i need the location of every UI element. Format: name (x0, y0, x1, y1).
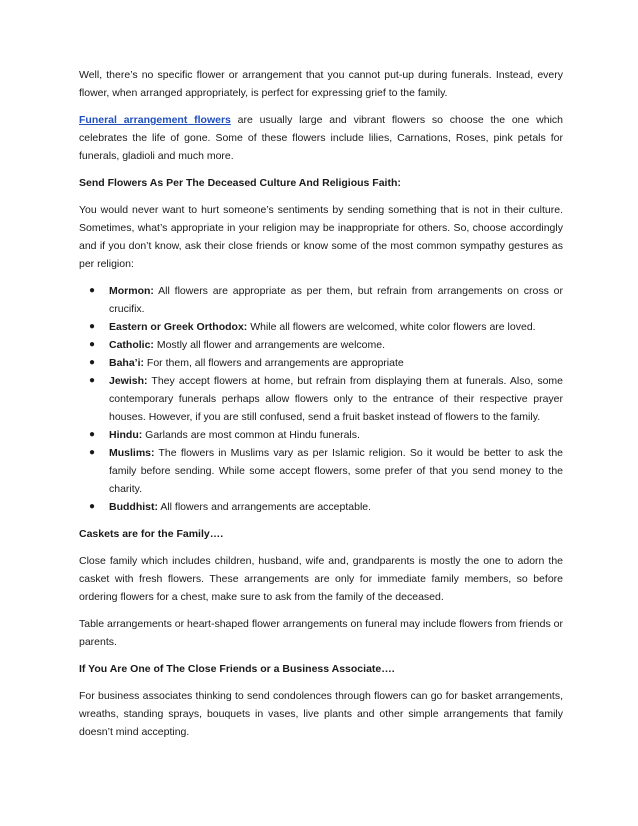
list-item (79, 336, 563, 354)
list-item-term: Mormon: (109, 285, 154, 297)
intro-paragraph: Well, there’s no specific flower or arrangement that you cannot put-up during funerals. Instead, every flower, when arranged appropriately, is perfect for expressing grief to the family. (79, 69, 563, 99)
bullet-icon: ● (89, 447, 96, 458)
caskets-paragraph: Close family which includes children, husband, wife and, grandparents is mostly the one to adorn the casket with fresh flowers. These arrangements are only for immediate family members, so before ordering flowers for a chest, make sure to ask from the family of the deceased. (79, 555, 563, 603)
table-arrangements-paragraph: Table arrangements or heart-shaped flower arrangements on funeral may include flowers from friends or parents. (79, 618, 563, 648)
list-item-term: Buddhist: (109, 501, 158, 513)
list-item-text: All flowers and arrangements are acceptable. (158, 501, 372, 513)
list-item-text: Mostly all flower and arrangements are welcome. (153, 339, 386, 351)
list-item-text: For them, all flowers and arrangements are appropriate (144, 357, 404, 369)
list-item-term: Eastern or Greek Orthodox: (109, 321, 248, 333)
list-item (79, 318, 563, 336)
funeral-arrangement-link[interactable]: Funeral arrangement flowers (79, 114, 231, 126)
list-item (79, 354, 563, 372)
list-item (79, 444, 563, 498)
friends-heading: If You Are One of The Close Friends or a Business Associate…. (79, 663, 395, 675)
list-item-term: Jewish: (109, 375, 148, 387)
bullet-icon: ● (89, 357, 96, 368)
list-item-text: The flowers in Muslims vary as per Islamic religion. So it would be better to ask the family before sending. While some accept flowers, some prefer of that you send money to the charity. (109, 447, 563, 495)
bullet-icon: ● (89, 429, 96, 440)
list-item-term: Muslims: (109, 447, 155, 459)
caskets-heading: Caskets are for the Family…. (79, 528, 224, 540)
business-paragraph: For business associates thinking to send condolences through flowers can go for basket arrangements, wreaths, standing sprays, bouquets in vases, live plants and other simple arrangements that family doesn’t mind accepting. (79, 690, 563, 738)
flowers-paragraph (79, 111, 563, 165)
list-item (79, 426, 563, 444)
bullet-icon: ● (89, 501, 96, 512)
list-item-term: Catholic: (109, 339, 154, 351)
list-item-text: Garlands are most common at Hindu funerals. (142, 429, 360, 441)
list-item-text: All flowers are appropriate as per them, but refrain from arrangements on cross or crucifix. (109, 285, 563, 315)
list-item (79, 372, 563, 426)
list-item (79, 282, 563, 318)
document-page (79, 66, 563, 750)
religion-list (79, 282, 563, 516)
bullet-icon: ● (89, 321, 96, 332)
list-item-text: While all flowers are welcomed, white color flowers are loved. (247, 321, 536, 333)
list-item (79, 498, 563, 516)
list-item-term: Baha’i: (109, 357, 145, 369)
bullet-icon: ● (89, 285, 96, 296)
list-item-term: Hindu: (109, 429, 143, 441)
culture-paragraph: You would never want to hurt someone’s sentiments by sending something that is not in their culture. Sometimes, what’s appropriate in your religion may be inappropriate for others. So, choose accordingly and if you don’t know, ask their close friends or know some of the most common sympathy gestures as per religion: (79, 204, 563, 270)
flowers-paragraph-text: are usually large and vibrant flowers so choose the one which celebrates the life of gone. Some of these flowers include lilies, Carnations, Roses, pink petals for funerals, gladioli and much more. (79, 114, 563, 162)
bullet-icon: ● (89, 375, 96, 386)
bullet-icon: ● (89, 339, 96, 350)
list-item-text: They accept flowers at home, but refrain from displaying them at funerals. Also, some contemporary funerals perhaps allow flowers only to the entrance of their respective prayer houses. However, if you are still confused, send a fruit basket instead of flowers to the family. (109, 375, 563, 423)
culture-heading: Send Flowers As Per The Deceased Culture And Religious Faith: (79, 177, 401, 189)
